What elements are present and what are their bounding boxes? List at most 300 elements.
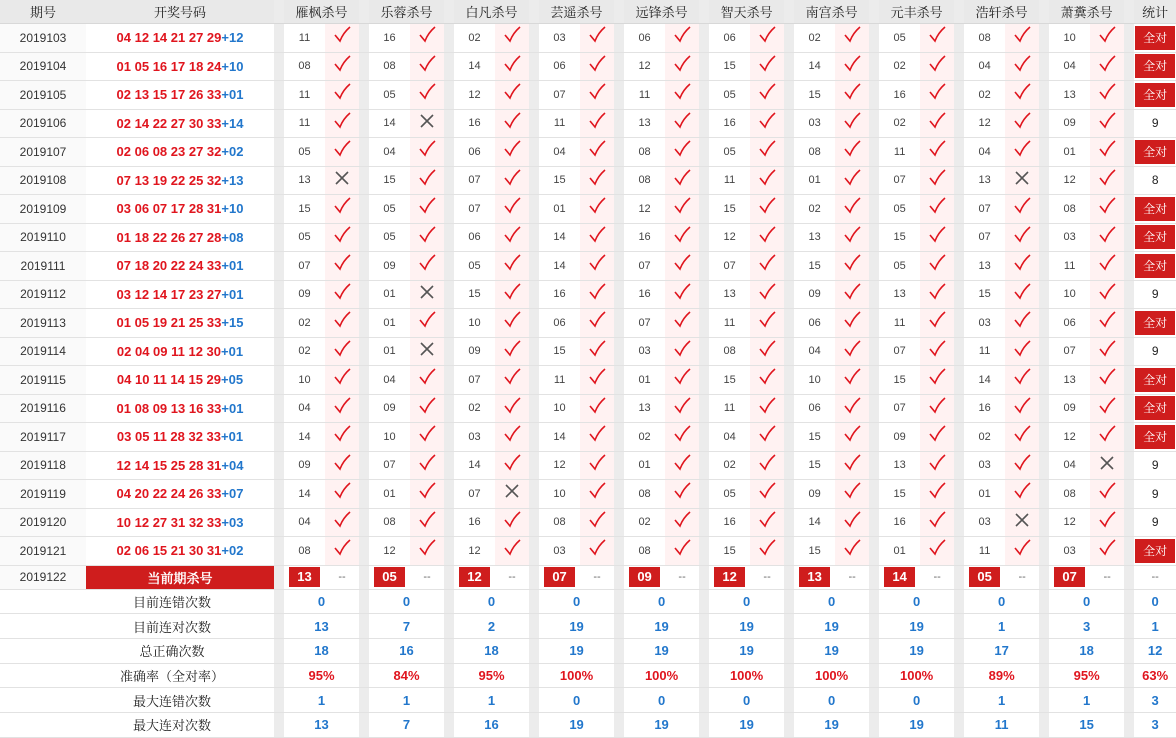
stats-value: 17	[964, 639, 1039, 664]
draw-numbers	[86, 452, 274, 481]
check-icon	[842, 111, 862, 131]
current-kill-cell	[284, 566, 325, 590]
column-gap	[614, 423, 624, 452]
table-row	[0, 167, 1176, 196]
pending-result: --	[835, 566, 869, 590]
result-cell	[1090, 24, 1124, 53]
check-icon	[842, 196, 862, 216]
column-gap	[359, 281, 369, 310]
kill-number: 11	[879, 138, 920, 167]
check-icon	[672, 481, 692, 501]
result-cell	[325, 423, 359, 452]
column-gap	[1124, 566, 1134, 590]
period-cell: 2019117	[0, 423, 86, 452]
check-icon	[927, 424, 947, 444]
column-gap	[869, 252, 879, 281]
kill-number: 05	[879, 24, 920, 53]
stats-value: 18	[284, 639, 359, 664]
column-gap	[699, 423, 709, 452]
kill-number: 01	[369, 309, 410, 338]
all-correct-badge: 全对	[1135, 197, 1175, 221]
check-icon	[1097, 54, 1117, 74]
check-icon	[332, 253, 352, 273]
kill-number: 15	[794, 452, 835, 481]
stats-value: 0	[284, 590, 359, 615]
red-balls: 02 06 08 23 27 32	[116, 144, 222, 160]
kill-number: 08	[709, 338, 750, 367]
column-gap	[274, 224, 284, 253]
current-kill-number: 05	[374, 567, 405, 587]
column-gap	[784, 224, 794, 253]
stats-value: 1	[1049, 688, 1124, 713]
kill-number: 08	[539, 509, 580, 538]
result-cell	[580, 110, 614, 139]
column-gap	[1039, 24, 1049, 53]
column-gap	[1039, 309, 1049, 338]
result-cell	[665, 81, 699, 110]
kill-number: 03	[964, 309, 1005, 338]
result-cell	[410, 110, 444, 139]
result-cell	[325, 338, 359, 367]
kill-number: 13	[794, 224, 835, 253]
kill-number: 12	[1049, 423, 1090, 452]
column-gap	[359, 395, 369, 424]
column-gap	[614, 338, 624, 367]
period-cell: 2019108	[0, 167, 86, 196]
blue-ball: +01	[221, 343, 244, 359]
result-cell	[580, 423, 614, 452]
check-icon	[1097, 510, 1117, 530]
draw-numbers	[86, 195, 274, 224]
check-icon	[1012, 339, 1032, 359]
check-icon	[417, 396, 437, 416]
kill-number: 13	[624, 110, 665, 139]
column-gap	[1039, 423, 1049, 452]
kill-number: 14	[539, 423, 580, 452]
result-cell	[580, 309, 614, 338]
draw-numbers	[86, 24, 274, 53]
kill-number: 03	[539, 24, 580, 53]
kill-number: 06	[454, 138, 495, 167]
check-icon	[842, 139, 862, 159]
column-gap	[1039, 566, 1049, 590]
row-total	[1134, 195, 1176, 224]
stats-value: 0	[709, 688, 784, 713]
check-icon	[672, 396, 692, 416]
stats-value: 95%	[284, 664, 359, 689]
column-gap	[1124, 590, 1134, 615]
cross-icon	[417, 282, 437, 302]
pending-result: --	[665, 566, 699, 590]
result-cell	[1090, 224, 1124, 253]
check-icon	[1097, 225, 1117, 245]
check-icon	[927, 168, 947, 188]
column-gap	[274, 138, 284, 167]
current-kill-cell	[1049, 566, 1090, 590]
column-gap	[614, 614, 624, 639]
stats-value: 19	[879, 639, 954, 664]
column-gap	[444, 566, 454, 590]
row-total: 9	[1134, 110, 1176, 139]
check-icon	[1097, 481, 1117, 501]
check-icon	[927, 253, 947, 273]
check-icon	[1012, 282, 1032, 302]
check-icon	[927, 82, 947, 102]
kill-number: 15	[794, 537, 835, 566]
column-gap	[614, 53, 624, 82]
check-icon	[1012, 196, 1032, 216]
column-gap	[954, 480, 964, 509]
stats-value: 16	[454, 713, 529, 738]
check-icon	[502, 139, 522, 159]
stats-label: 总正确次数	[0, 639, 274, 664]
check-icon	[757, 225, 777, 245]
check-icon	[1097, 25, 1117, 45]
column-gap	[529, 614, 539, 639]
result-cell	[410, 81, 444, 110]
kill-number: 14	[539, 224, 580, 253]
row-total	[1134, 395, 1176, 424]
current-kill-number: 12	[459, 567, 490, 587]
result-cell	[325, 366, 359, 395]
red-balls: 01 05 19 21 25 33	[116, 315, 222, 331]
current-kill-number: 13	[799, 567, 830, 587]
kill-number: 16	[964, 395, 1005, 424]
draw-numbers	[86, 138, 274, 167]
kill-number: 01	[964, 480, 1005, 509]
stats-value: 7	[369, 713, 444, 738]
column-gap	[869, 309, 879, 338]
column-gap	[954, 713, 964, 738]
red-balls: 04 10 11 14 15 29	[116, 372, 222, 388]
kill-number: 02	[964, 81, 1005, 110]
kill-number: 02	[879, 53, 920, 82]
column-gap	[1124, 423, 1134, 452]
column-gap	[614, 664, 624, 689]
kill-number: 08	[1049, 480, 1090, 509]
result-cell	[920, 338, 954, 367]
result-cell	[920, 423, 954, 452]
kill-number: 15	[794, 252, 835, 281]
result-cell	[665, 509, 699, 538]
kill-number: 07	[879, 395, 920, 424]
draw-numbers	[86, 366, 274, 395]
period-cell: 2019114	[0, 338, 86, 367]
stats-value: 3	[1134, 713, 1176, 738]
kill-number: 10	[539, 395, 580, 424]
result-cell	[665, 480, 699, 509]
column-gap	[869, 509, 879, 538]
kill-number: 01	[1049, 138, 1090, 167]
column-gap	[1124, 639, 1134, 664]
all-correct-badge: 全对	[1135, 539, 1175, 563]
table-row	[0, 537, 1176, 566]
check-icon	[842, 396, 862, 416]
kill-number: 06	[794, 309, 835, 338]
kill-number: 02	[284, 338, 325, 367]
check-icon	[842, 54, 862, 74]
kill-number: 16	[624, 281, 665, 310]
table-row	[0, 309, 1176, 338]
result-cell	[325, 195, 359, 224]
kill-number: 08	[624, 138, 665, 167]
result-cell	[410, 452, 444, 481]
stats-value: 1	[964, 614, 1039, 639]
result-cell	[1005, 53, 1039, 82]
result-cell	[665, 167, 699, 196]
result-cell	[835, 252, 869, 281]
column-gap	[614, 688, 624, 713]
cross-icon	[332, 168, 352, 188]
check-icon	[502, 424, 522, 444]
kill-number: 02	[624, 509, 665, 538]
result-cell	[835, 224, 869, 253]
draw-numbers	[86, 338, 274, 367]
kill-number: 10	[1049, 281, 1090, 310]
column-gap	[444, 688, 454, 713]
period-cell: 2019107	[0, 138, 86, 167]
stats-label: 准确率（全对率）	[0, 664, 274, 689]
column-gap	[699, 590, 709, 615]
check-icon	[587, 367, 607, 387]
column-gap	[869, 81, 879, 110]
kill-number: 05	[454, 252, 495, 281]
column-gap	[1039, 664, 1049, 689]
result-cell	[1090, 395, 1124, 424]
result-cell	[1005, 309, 1039, 338]
result-cell	[410, 195, 444, 224]
stats-value: 3	[1134, 688, 1176, 713]
result-cell	[665, 537, 699, 566]
check-icon	[332, 396, 352, 416]
kill-number: 15	[879, 224, 920, 253]
check-icon	[587, 25, 607, 45]
result-cell	[410, 224, 444, 253]
column-gap	[699, 614, 709, 639]
result-cell	[580, 224, 614, 253]
kill-number: 08	[624, 537, 665, 566]
kill-number: 06	[624, 24, 665, 53]
kill-number: 07	[964, 195, 1005, 224]
result-cell	[1090, 452, 1124, 481]
check-icon	[502, 339, 522, 359]
table-row	[0, 366, 1176, 395]
kill-number: 14	[794, 53, 835, 82]
result-cell	[495, 252, 529, 281]
red-balls: 02 04 09 11 12 30	[116, 343, 222, 359]
result-cell	[920, 24, 954, 53]
stats-value: 0	[709, 590, 784, 615]
column-gap	[444, 281, 454, 310]
column-gap	[444, 252, 454, 281]
check-icon	[587, 253, 607, 273]
result-cell	[410, 395, 444, 424]
result-cell	[1005, 537, 1039, 566]
kill-number: 07	[624, 309, 665, 338]
header-expert: 雁枫杀号	[284, 0, 359, 24]
result-cell	[580, 480, 614, 509]
pending-result: --	[495, 566, 529, 590]
current-kill-number: 12	[714, 567, 745, 587]
stats-value: 0	[879, 688, 954, 713]
column-gap	[1124, 252, 1134, 281]
current-kill-label: 当前期杀号	[86, 566, 274, 590]
column-gap	[614, 138, 624, 167]
stats-value: 0	[624, 688, 699, 713]
all-correct-badge: 全对	[1135, 368, 1175, 392]
column-gap	[784, 639, 794, 664]
column-gap	[359, 614, 369, 639]
result-cell	[665, 395, 699, 424]
check-icon	[927, 396, 947, 416]
current-kill-number: 07	[544, 567, 575, 587]
table-row	[0, 252, 1176, 281]
kill-number: 09	[454, 338, 495, 367]
check-icon	[757, 54, 777, 74]
red-balls: 10 12 27 31 32 33	[116, 514, 222, 530]
kill-number: 03	[1049, 224, 1090, 253]
check-icon	[927, 481, 947, 501]
red-balls: 04 12 14 21 27 29	[116, 30, 222, 46]
column-gap	[954, 395, 964, 424]
column-gap	[274, 688, 284, 713]
column-gap	[1124, 224, 1134, 253]
column-gap	[954, 566, 964, 590]
stats-value: 0	[454, 590, 529, 615]
kill-number: 16	[454, 509, 495, 538]
stats-value: 19	[539, 614, 614, 639]
draw-numbers	[86, 480, 274, 509]
check-icon	[672, 538, 692, 558]
row-total	[1134, 309, 1176, 338]
result-cell	[580, 81, 614, 110]
column-gap	[444, 24, 454, 53]
column-gap	[274, 281, 284, 310]
column-gap	[529, 480, 539, 509]
kill-number: 11	[624, 81, 665, 110]
column-gap	[1039, 480, 1049, 509]
check-icon	[502, 168, 522, 188]
row-total	[1134, 252, 1176, 281]
period-cell: 2019103	[0, 24, 86, 53]
kill-number: 09	[284, 281, 325, 310]
check-icon	[587, 510, 607, 530]
result-cell	[835, 480, 869, 509]
check-icon	[1012, 396, 1032, 416]
stats-value: 0	[539, 590, 614, 615]
stats-value: 19	[879, 713, 954, 738]
kill-number: 02	[964, 423, 1005, 452]
result-cell	[750, 252, 784, 281]
stats-value: 19	[794, 639, 869, 664]
column-gap	[1124, 167, 1134, 196]
check-icon	[757, 310, 777, 330]
kill-number: 06	[709, 24, 750, 53]
result-cell	[495, 110, 529, 139]
kill-number: 01	[879, 537, 920, 566]
column-gap	[614, 81, 624, 110]
result-cell	[835, 338, 869, 367]
stats-value: 3	[1049, 614, 1124, 639]
stats-row	[0, 614, 1176, 639]
column-gap	[614, 309, 624, 338]
result-cell	[1005, 224, 1039, 253]
table-row	[0, 81, 1176, 110]
check-icon	[757, 111, 777, 131]
red-balls: 12 14 15 25 28 31	[116, 457, 222, 473]
column-gap	[1039, 688, 1049, 713]
current-kill-cell	[794, 566, 835, 590]
column-gap	[274, 0, 284, 24]
check-icon	[757, 253, 777, 273]
check-icon	[1097, 168, 1117, 188]
table-row	[0, 53, 1176, 82]
column-gap	[614, 281, 624, 310]
check-icon	[672, 168, 692, 188]
column-gap	[614, 252, 624, 281]
kill-number: 13	[284, 167, 325, 196]
kill-number: 14	[369, 110, 410, 139]
check-icon	[672, 453, 692, 473]
kill-number: 15	[454, 281, 495, 310]
column-gap	[869, 24, 879, 53]
column-gap	[529, 688, 539, 713]
check-icon	[757, 481, 777, 501]
check-icon	[842, 310, 862, 330]
blue-ball: +01	[221, 400, 244, 416]
kill-number: 10	[1049, 24, 1090, 53]
column-gap	[614, 452, 624, 481]
check-icon	[502, 111, 522, 131]
table-row	[0, 338, 1176, 367]
kill-number: 07	[369, 452, 410, 481]
kill-number: 05	[879, 252, 920, 281]
table-row	[0, 480, 1176, 509]
result-cell	[1005, 81, 1039, 110]
column-gap	[529, 590, 539, 615]
column-gap	[784, 252, 794, 281]
column-gap	[954, 24, 964, 53]
column-gap	[954, 281, 964, 310]
kill-number: 07	[624, 252, 665, 281]
column-gap	[699, 81, 709, 110]
kill-number: 16	[454, 110, 495, 139]
result-cell	[665, 195, 699, 224]
kill-number: 09	[879, 423, 920, 452]
kill-number: 06	[794, 395, 835, 424]
stats-value: 0	[539, 688, 614, 713]
blue-ball: +15	[221, 315, 244, 331]
kill-number: 12	[709, 224, 750, 253]
check-icon	[502, 510, 522, 530]
column-gap	[784, 395, 794, 424]
kill-number: 03	[1049, 537, 1090, 566]
check-icon	[672, 225, 692, 245]
blue-ball: +01	[221, 429, 244, 445]
kill-number: 07	[879, 167, 920, 196]
column-gap	[529, 452, 539, 481]
column-gap	[529, 195, 539, 224]
check-icon	[927, 139, 947, 159]
check-icon	[1012, 253, 1032, 273]
check-icon	[332, 225, 352, 245]
result-cell	[1005, 480, 1039, 509]
period-cell: 2019104	[0, 53, 86, 82]
check-icon	[587, 54, 607, 74]
kill-number: 12	[964, 110, 1005, 139]
current-kill-cell	[454, 566, 495, 590]
kill-number: 01	[624, 452, 665, 481]
